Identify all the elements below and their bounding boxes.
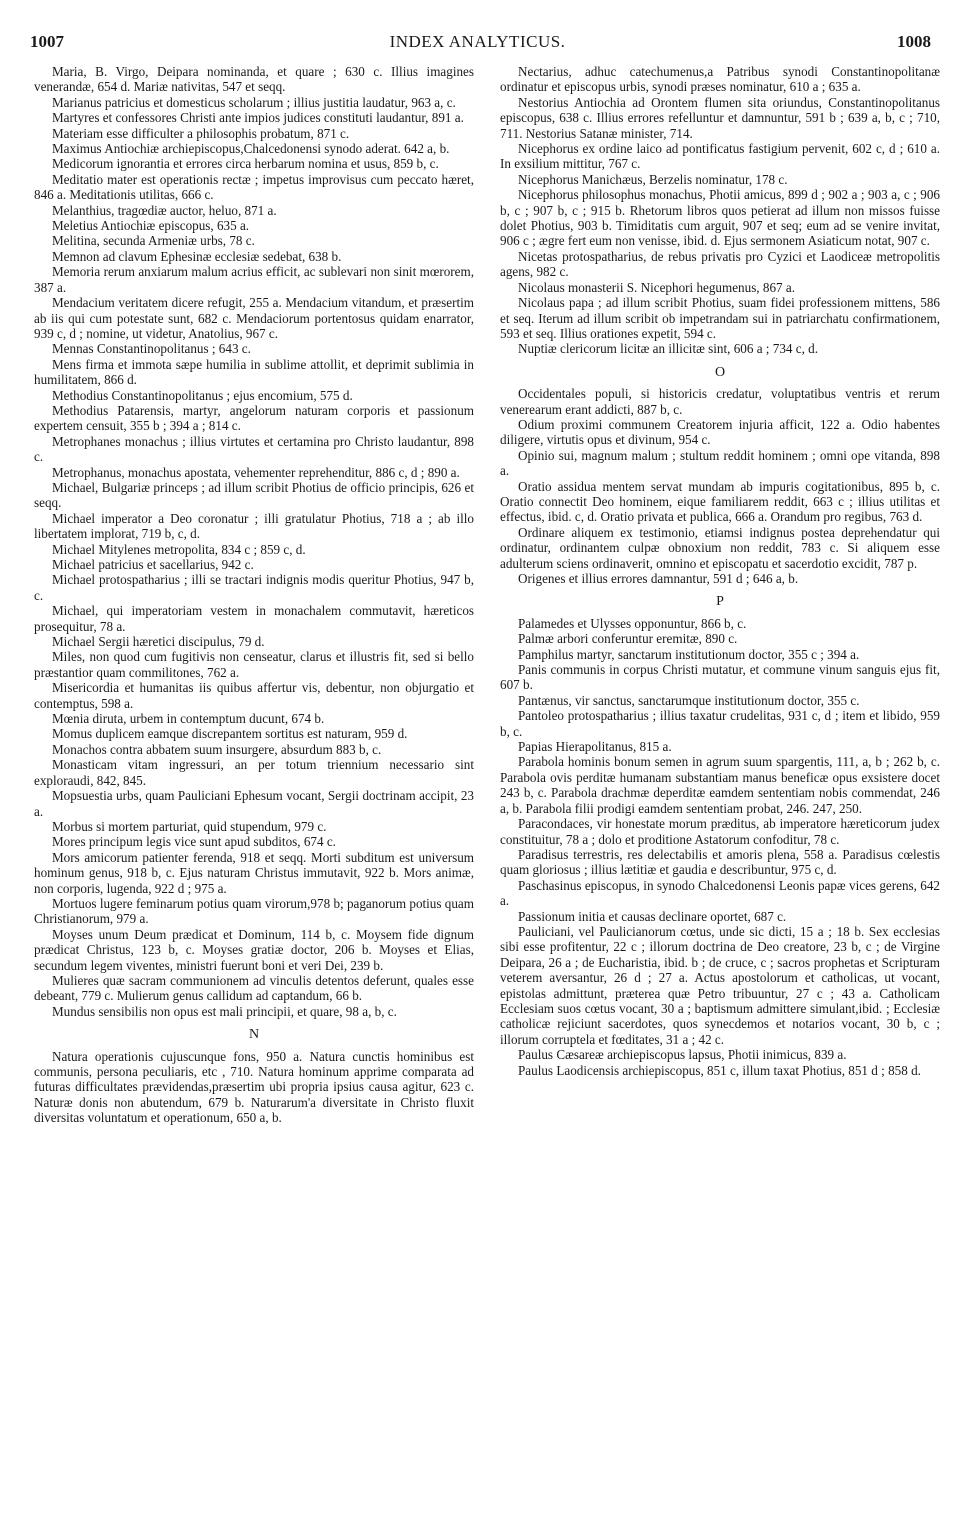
index-entry: Metrophanes monachus ; illius virtutes et certamina pro Christo laudantur, 898 c. xyxy=(34,433,474,465)
index-entry: Moyses unum Deum prædicat et Dominum, 114 b, c. Moysem fide dignum prædicat Christus, 123 b, c. Moyses gratiæ doctor, 206 b. Moyses et Elias, secundum legem viventes, ministri fuerunt boni et veri Dei, 239 b. xyxy=(34,926,474,973)
left-page-number: 1007 xyxy=(30,32,64,51)
left-column xyxy=(34,64,474,1126)
index-entry: Nuptiæ clericorum licitæ an illicitæ sint, 606 a ; 734 c, d. xyxy=(518,341,819,357)
index-entry: Meditatio mater est operationis rectæ ; impetus improvisus cum peccato hæret, 846 a. Meditationis utilitas, 666 c. xyxy=(34,171,474,203)
index-entry: Melanthius, tragœdiæ auctor, heluo, 871 a. xyxy=(52,202,277,218)
index-entry: Maria, B. Virgo, Deipara nominanda, et quare ; 630 c. Illius imagines venerandæ, 654 d. Mariæ nativitas, 547 et seqq. xyxy=(34,64,474,95)
index-entry: Materiam esse difficulter a philosophis probatum, 871 c. xyxy=(52,125,350,141)
index-entry: Michael patricius et sacellarius, 942 c. xyxy=(52,557,254,572)
index-entry: Morbus si mortem parturiat, quid stupendum, 979 c. xyxy=(52,818,327,834)
index-entry: Paracondaces, vir honestate morum præditus, ab imperatore hæreticorum judex constituitur, 78 a ; dolo et proditione Astatorum confoditur, 78 c. xyxy=(500,816,940,847)
index-entry: Opinio sui, magnum malum ; stultum reddit hominem ; omni ope vitanda, 898 a. xyxy=(500,447,940,479)
index-entry: Nicolaus monasterii S. Nicephori hegumenus, 867 a. xyxy=(518,279,795,295)
index-entry: Monachos contra abbatem suum insurgere, absurdum 883 b, c. xyxy=(52,741,382,757)
index-entry: Michael protospatharius ; illi se tractari indignis modis queritur Photius, 947 b, c. xyxy=(34,572,474,603)
index-entry: Mennas Constantinopolitanus ; 643 c. xyxy=(52,341,251,357)
page-header xyxy=(0,0,955,56)
index-entry: Nicephorus philosophus monachus, Photii amicus, 899 d ; 902 a ; 903 a, c ; 906 b, c ; 907 b, c ; 915 b. Rhetorum libros quos petierat ad illum non missos fuisse dolet Photius, 903 b. Timiditatis cum arguit, 907 et seq; eum ad se venire invitat, 906 c ; ægre fert eum non venisse, ibid. d. Ejus sermonem Asiaticum notat, 907 c. xyxy=(500,187,940,249)
index-entry: Oratio assidua mentem servat mundam ab impuris cogitationibus, 895 b, c. Oratio connectit Deo hominem, eique familiarem reddit, 663 c ; illius utilitas et effectus, ibid. c, d. Oratio privata et publica, 666 a. Orandum pro regibus, 763 d. xyxy=(500,478,940,525)
index-entry: Methodius Constantinopolitanus ; ejus encomium, 575 d. xyxy=(52,387,353,403)
index-entry: Monasticam vitam ingressuri, an per totum triennium necessario sint exploraudi, 842, 845. xyxy=(34,757,474,788)
index-entry: Medicorum ignorantia et errores circa herbarum nomina et usus, 859 b, c. xyxy=(52,156,439,172)
index-entry: Odium proximi communem Creatorem injuria afficit, 122 a. Odio habentes diligere, virtutis opus et divinum, 954 c. xyxy=(500,416,940,448)
index-entry: Momus duplicem eamque discrepantem sortitus est naturam, 959 d. xyxy=(52,726,408,742)
index-entry: Mors amicorum patienter ferenda, 918 et seqq. Morti subditum est universum hominum genus, 918 b, c. Ejus naturam Christus immutavit, 922 b. Mors animæ, non corporis, lugenda, 922 d ; 975 a. xyxy=(34,849,474,896)
index-entry: Michael, qui imperatoriam vestem in monachalem commutavit, hæreticos prosequitur, 78 a. xyxy=(34,603,474,634)
section-letter-o: O xyxy=(714,364,726,380)
index-entry: Ordinare aliquem ex testimonio, etiamsi indignus postea deprehendatur qui ordinatur, ordinantem culpæ obnoxium non reddit, 783 c. Si aliquem esse adulterum sciens ordinaverit, omnino et episcopatu et sacerdotio excidit, 787 p. xyxy=(500,524,940,571)
index-entry: Origenes et illius errores damnantur, 591 d ; 646 a, b. xyxy=(518,571,799,586)
index-entry: Michael Sergii hæretici discipulus, 79 d. xyxy=(52,634,265,650)
index-entry: Pantænus, vir sanctus, sanctarumque institutionum doctor, 355 c. xyxy=(518,692,860,708)
section-letter-n: N xyxy=(248,1027,260,1043)
index-entry: Martyres et confessores Christi ante impios judices constituti laudantur, 891 a. xyxy=(52,110,464,126)
index-entry: Natura operationis cujuscunque fons, 950 a. Natura cunctis hominibus est communis, persona peculiaris, etc , 710. Natura hominum apprime comparata ad futuras difficultates prævidendas,præsertim ubi propria ipsius causa agitur, 623 c. Naturæ donis non abutendum, 679 b. Naturarum'a diversitate in Christo fluxit diversitas voluntatum et operationum, 650 a, b. xyxy=(34,1048,474,1126)
index-entry: Marianus patricius et domesticus scholarum ; illius justitia laudatur, 963 a, c. xyxy=(52,94,456,110)
index-entry: Mens firma et immota sæpe humilia in sublime attollit, et deprimit sublimia in humilitatem, 866 d. xyxy=(34,356,474,388)
index-entry: Nicephorus ex ordine laico ad pontificatus fastigium pervenit, 602 c, d ; 610 a. In exsilium mittitur, 767 c. xyxy=(500,141,940,172)
index-entry: Nectarius, adhuc catechumenus,a Patribus synodi Constantinopolitanæ ordinatur et episcopus urbis, synodi præses nominatur, 610 a ; 635 a. xyxy=(500,64,940,95)
index-entry: Occidentales populi, si historicis credatur, voluptatibus ventris et rerum venerearum erant addicti, 887 b, c. xyxy=(500,386,940,417)
index-entry: Palmæ arbori conferuntur eremitæ, 890 c. xyxy=(518,631,738,647)
running-title: INDEX ANALYTICUS. xyxy=(389,32,566,51)
index-entry: Meletius Antiochiæ episcopus, 635 a. xyxy=(52,218,250,234)
index-entry: Mendacium veritatem dicere refugit, 255 a. Mendacium vitandum, et præsertim ab iis qui cum potestate sunt, 682 c. Mendaciorum portentosus quidam enarrator, 939 c, d ; nomine, ut videtur, Anatolius, 967 c. xyxy=(34,295,474,341)
index-entry: Metrophanus, monachus apostata, vehementer reprehenditur, 886 c, d ; 890 a. xyxy=(52,464,460,480)
index-entry: Passionum initia et causas declinare oportet, 687 c. xyxy=(518,908,787,924)
index-entry: Michael, Bulgariæ princeps ; ad illum scribit Photius de officio principis, 626 et seqq. xyxy=(34,479,474,511)
index-entry: Pantoleo protospatharius ; illius taxatur crudelitas, 931 c, d ; item et libido, 959 b, c. xyxy=(500,708,940,739)
right-column xyxy=(500,64,940,1078)
index-entry: Mundus sensibilis non opus est mali principii, et quare, 98 a, b, c. xyxy=(52,1003,397,1019)
index-entry: Mopsuestia urbs, quam Pauliciani Ephesum vocant, Sergii doctrinam accipit, 23 a. xyxy=(34,788,474,819)
index-entry: Nicephorus Manichæus, Berzelis nominatur, 178 c. xyxy=(518,171,788,187)
index-entry: Mortuos lugere feminarum potius quam virorum,978 b; paganorum potius quam Christianorum, 979 a. xyxy=(34,895,474,927)
right-page-number: 1008 xyxy=(897,32,931,51)
index-entry: Memoria rerum anxiarum malum acrius efficit, ac sublevari non sinit mœrorem, 387 a. xyxy=(34,264,474,295)
index-entry: Papias Hierapolitanus, 815 a. xyxy=(518,739,672,755)
index-entry: Paschasinus episcopus, in synodo Chalcedonensi Leonis papæ vices gerens, 642 a. xyxy=(500,877,940,909)
index-entry: Palamedes et Ulysses opponuntur, 866 b, c. xyxy=(518,615,747,631)
index-entry: Parabola hominis bonum semen in agrum suum spargentis, 111, a, b ; 262 b, c. Parabola ovis perditæ humanam substantiam manus beneficæ opus exsistere docet 243 b, c. Parabola drachmæ deperditæ eamdem sententiam nobis commendat, 246 a, b. Parabola filii prodigi eamdem sententiam probat, 246. 247, 250. xyxy=(500,754,940,816)
index-entry: Maximus Antiochiæ archiepiscopus,Chalcedonensi synodo aderat. 642 a, b. xyxy=(52,141,450,157)
index-entry: Mœnia diruta, urbem in contemptum ducunt, 674 b. xyxy=(52,711,325,727)
index-entry: Michael Mitylenes metropolita, 834 c ; 859 c, d. xyxy=(52,541,306,557)
index-entry: Nestorius Antiochia ad Orontem flumen sita oriundus, Constantinopolitanus episcopus, 638 c. Illius errores refelluntur et damnuntur, 591 b ; 639 a, b, c ; 710, 711. Nestorius Satanæ minister, 714. xyxy=(500,94,940,141)
index-entry: Methodius Patarensis, martyr, angelorum naturam corporis et passionum expertem censuit, 355 b ; 394 a ; 814 c. xyxy=(34,402,474,434)
index-entry: Pamphilus martyr, sanctarum institutionum doctor, 355 c ; 394 a. xyxy=(518,646,860,662)
index-entry: Mulieres quæ sacram communionem ad vinculis detentos deferunt, quales esse debeant, 779 c. Mulierum genus callidum ad captandum, 66 b. xyxy=(34,972,474,1004)
index-entry: Michael imperator a Deo coronatur ; illi gratulatur Photius, 718 a ; ab illo libertatem implorat, 719 b, c, d. xyxy=(34,510,474,542)
index-entry: Memnon ad clavum Ephesinæ ecclesiæ sedebat, 638 b. xyxy=(52,248,342,264)
index-entry: Misericordia et humanitas iis quibus affertur vis, debentur, non objurgatio et contemptus, 598 a. xyxy=(34,680,474,711)
index-entry: Nicolaus papa ; ad illum scribit Photius, suam fidei professionem mittens, 586 et seq. Iterum ad illum scribit ob impetrandam sui in patriarchatu confirmationem, 593 et seq. Illius orationes expetit, 594 c. xyxy=(500,295,940,341)
index-entry: Paulus Cæsareæ archiepiscopus lapsus, Photii inimicus, 839 a. xyxy=(518,1047,847,1063)
index-entry: Miles, non quod cum fugitivis non censeatur, clarus et illustris fit, sed si bello præstantior quam commilitones, 762 a. xyxy=(34,649,474,680)
index-entry: Paulus Laodicensis archiepiscopus, 851 c, illum taxat Photius, 851 d ; 858 d. xyxy=(518,1062,921,1078)
index-entry: Melitina, secunda Armeniæ urbs, 78 c. xyxy=(52,233,255,249)
index-entry: Mores principum legis vice sunt apud subditos, 674 c. xyxy=(52,834,336,850)
index-entry: Nicetas protospatharius, de rebus privatis pro Cyzici et Laodiceæ metropolitis agens, 982 c. xyxy=(500,248,940,280)
index-entry: Paradisus terrestris, res delectabilis et amoris plena, 558 a. Paradisus cœlestis quam gloriosus ; illius lætitiæ et gaudia e describuntur, 975 c, d. xyxy=(500,846,940,878)
section-letter-p: P xyxy=(716,594,724,610)
index-entry: Panis communis in corpus Christi mutatur, et commune vinum sanguis ejus fit, 607 b. xyxy=(500,662,940,693)
index-entry: Pauliciani, vel Paulicianorum cœtus, unde sic dicti, 15 a ; 18 b. Sex ecclesias sibi esse profitentur, 22 c ; illorum doctrina de Deo creatore, 23 b, c ; de Virgine Deipara, 26 a ; de Eucharistia, ibid. b ; de cruce, c ; sacros prophetas et Scripturam veterem aversantur, 26 d ; 27 a. Actus apostolorum et catholicas, ut vocant, epistolas admittunt, præterea quæ Petro tribuuntur, 27 c ; 43 a. Catholicam Ecclesiam suos cœtus vocant, 30 a ; baptismum admittere simulant,ibid. ; Ecclesiæ catholicæ rejiciunt sacerdotes, quos synecdemos et notarios vocant, 30 b, c ; illorum corruptela et fœditates, 31 a ; 42 c. xyxy=(500,923,940,1047)
